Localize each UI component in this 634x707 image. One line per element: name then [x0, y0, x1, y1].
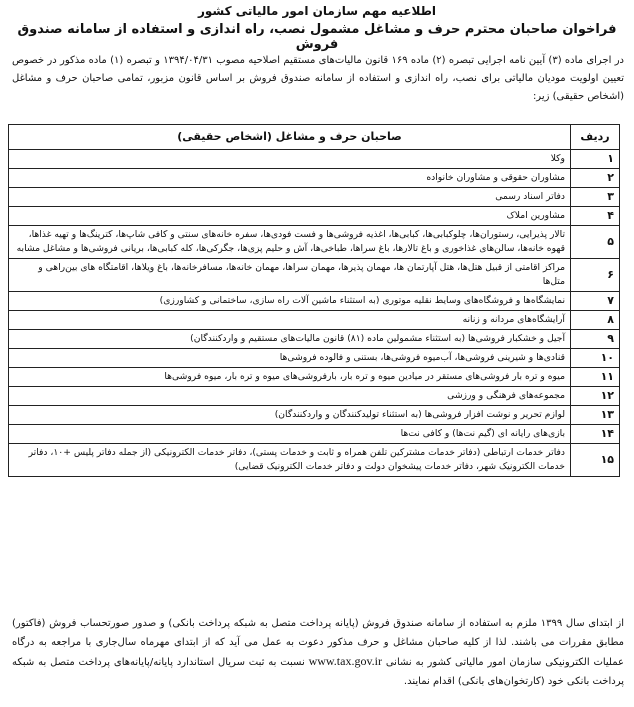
row-number: ۵ — [571, 226, 620, 259]
row-number: ۱۴ — [571, 425, 620, 444]
occupation-description: لوازم تحریر و نوشت افزار فروشی‌ها (به استثناء تولیدکنندگان و واردکنندگان) — [9, 406, 571, 425]
occupation-description: مراکز اقامتی از قبیل هتل‌ها، هتل آپارتمان ها، مهمان پذیرها، مهمان سراها، مهمان خانه‌ها، مسافرخانه‌ها، باغ ویلاها، اقامتگاه های بین‌راهی و متل‌ها — [9, 259, 571, 292]
table-row — [9, 169, 620, 188]
occupation-description: آرایشگاه‌های مردانه و زنانه — [9, 311, 571, 330]
row-number: ۹ — [571, 330, 620, 349]
table-row — [9, 259, 620, 292]
row-number: ۷ — [571, 292, 620, 311]
row-number: ۳ — [571, 188, 620, 207]
occupation-description: مجموعه‌های فرهنگی و ورزشی — [9, 387, 571, 406]
row-number: ۱۲ — [571, 387, 620, 406]
table-row — [9, 425, 620, 444]
table-body — [9, 150, 620, 477]
tax-website-link[interactable]: www.tax.gov.ir — [308, 654, 383, 668]
intro-paragraph: در اجرای ماده (۳) آیین نامه اجرایی تبصره (۲) ماده ۱۶۹ قانون مالیات‌های مستقیم اصلاحیه مصوب ۱۳۹۴/۰۴/۳۱ و تبصره (۱) ماده مذکور در خصوص تعیین اولویت مودیان مالیاتی برای نصب، راه اندازی و استفاده از سامانه صندوق فروش بر اساس قانون مزبور، تمامی صاحبان حرف و مشاغل (اشخاص حقیقی) زیر: — [12, 55, 624, 102]
row-number: ۱ — [571, 150, 620, 169]
table-row — [9, 311, 620, 330]
occupation-description: آجیل و خشکبار فروشی‌ها (به استثناء مشمولین ماده (۸۱) قانون مالیات‌های مستقیم و واردکنندگان) — [9, 330, 571, 349]
occupation-description: دفاتر خدمات ارتباطی (دفاتر خدمات مشترکین تلفن همراه و ثابت و خدمات پستی)، دفاتر خدمات الکترونیکی (از جمله دفاتر پلیس +۱۰، دفاتر خدمات الکترونیک شهر، دفاتر خدمات پیشخوان دولت و دفاتر خدمات الکترونیک قضایی) — [9, 444, 571, 477]
row-number: ۱۵ — [571, 444, 620, 477]
row-number: ۱۳ — [571, 406, 620, 425]
row-number: ۶ — [571, 259, 620, 292]
occupation-description: دفاتر اسناد رسمی — [9, 188, 571, 207]
row-number: ۱۰ — [571, 349, 620, 368]
table-row — [9, 292, 620, 311]
footer-text-part1: از ابتدای سال ۱۳۹۹ ملزم به استفاده از سامانه صندوق فروش (پایانه پرداخت متصل به شبکه پرداخت بانکی) و صدور صورتحساب فروش (فاکتور) مطابق مقررات می باشند. لذا از کلیه صاحبان مشاغل و حرف مذکور دعوت به عمل می آید که از ابتدای مهرماه سال‌جاری با مراجعه به درگاه عملیات الکترونیکی سازمان امور مالیاتی کشور به نشانی — [12, 618, 624, 668]
row-number: ۸ — [571, 311, 620, 330]
footer-paragraph — [12, 614, 624, 691]
occupations-table — [8, 124, 620, 477]
table-row — [9, 368, 620, 387]
table-row — [9, 226, 620, 259]
table-row — [9, 188, 620, 207]
table-row — [9, 444, 620, 477]
table-header-row — [9, 125, 620, 150]
column-header-row-number: ردیف — [571, 125, 620, 150]
table-row — [9, 406, 620, 425]
column-header-occupation: صاحبان حرف و مشاغل (اشخاص حقیقی) — [9, 125, 571, 150]
row-number: ۱۱ — [571, 368, 620, 387]
row-number: ۴ — [571, 207, 620, 226]
table-row — [9, 349, 620, 368]
occupation-description: مشاورین املاک — [9, 207, 571, 226]
occupation-description: وکلا — [9, 150, 571, 169]
table-row — [9, 330, 620, 349]
occupation-description: بازی‌های رایانه ای (گیم نت‌ها) و کافی نت‌ها — [9, 425, 571, 444]
footer-text-part2: نسبت به ثبت سریال استاندارد پایانه/پایانه‌های پرداخت متصل به شبکه پرداخت بانکی خود (کارتخوان‌های بانکی) اقدام نمایند. — [12, 657, 624, 687]
table-row — [9, 387, 620, 406]
occupation-description: مشاوران حقوقی و مشاوران خانواده — [9, 169, 571, 188]
occupation-description: قنادی‌ها و شیرینی فروشی‌ها، آب‌میوه فروشی‌ها، بستنی و فالوده فروشی‌ها — [9, 349, 571, 368]
occupation-description: تالار پذیرایی، رستوران‌ها، چلوکبابی‌ها، کبابی‌ها، اغذیه فروشی‌ها و فست فودی‌ها، سفره خانه‌های سنتی و کافی شاپ‌ها، کترینگ‌ها و تهیه غذاها، قهوه خانه‌ها، سالن‌های غذاخوری و باغ تالارها، باغ سراها، طباخی‌ها، آش و حلیم پزی‌ها، جگرکی‌ها، کله کبابی‌ها، بریانی فروشی‌ها و مشاغل مشابه — [9, 226, 571, 259]
notice-title: اطلاعیه مهم سازمان امور مالیاتی کشور — [197, 4, 437, 18]
table-row — [9, 207, 620, 226]
occupation-description: میوه و تره بار فروشی‌های مستقر در میادین میوه و تره بار، بارفروشی‌های میوه و تره بار، میوه فروشی‌ها — [9, 368, 571, 387]
occupation-description: نمایشگاه‌ها و فروشگاه‌های وسایط نقلیه موتوری (به استثناء ماشین آلات راه سازی، ساختمانی و کشاورزی) — [9, 292, 571, 311]
table-row — [9, 150, 620, 169]
row-number: ۲ — [571, 169, 620, 188]
notice-heading: فراخوان صاحبان محترم حرف و مشاغل مشمول نصب، راه اندازی و استفاده از سامانه صندوق فروش — [17, 22, 617, 52]
